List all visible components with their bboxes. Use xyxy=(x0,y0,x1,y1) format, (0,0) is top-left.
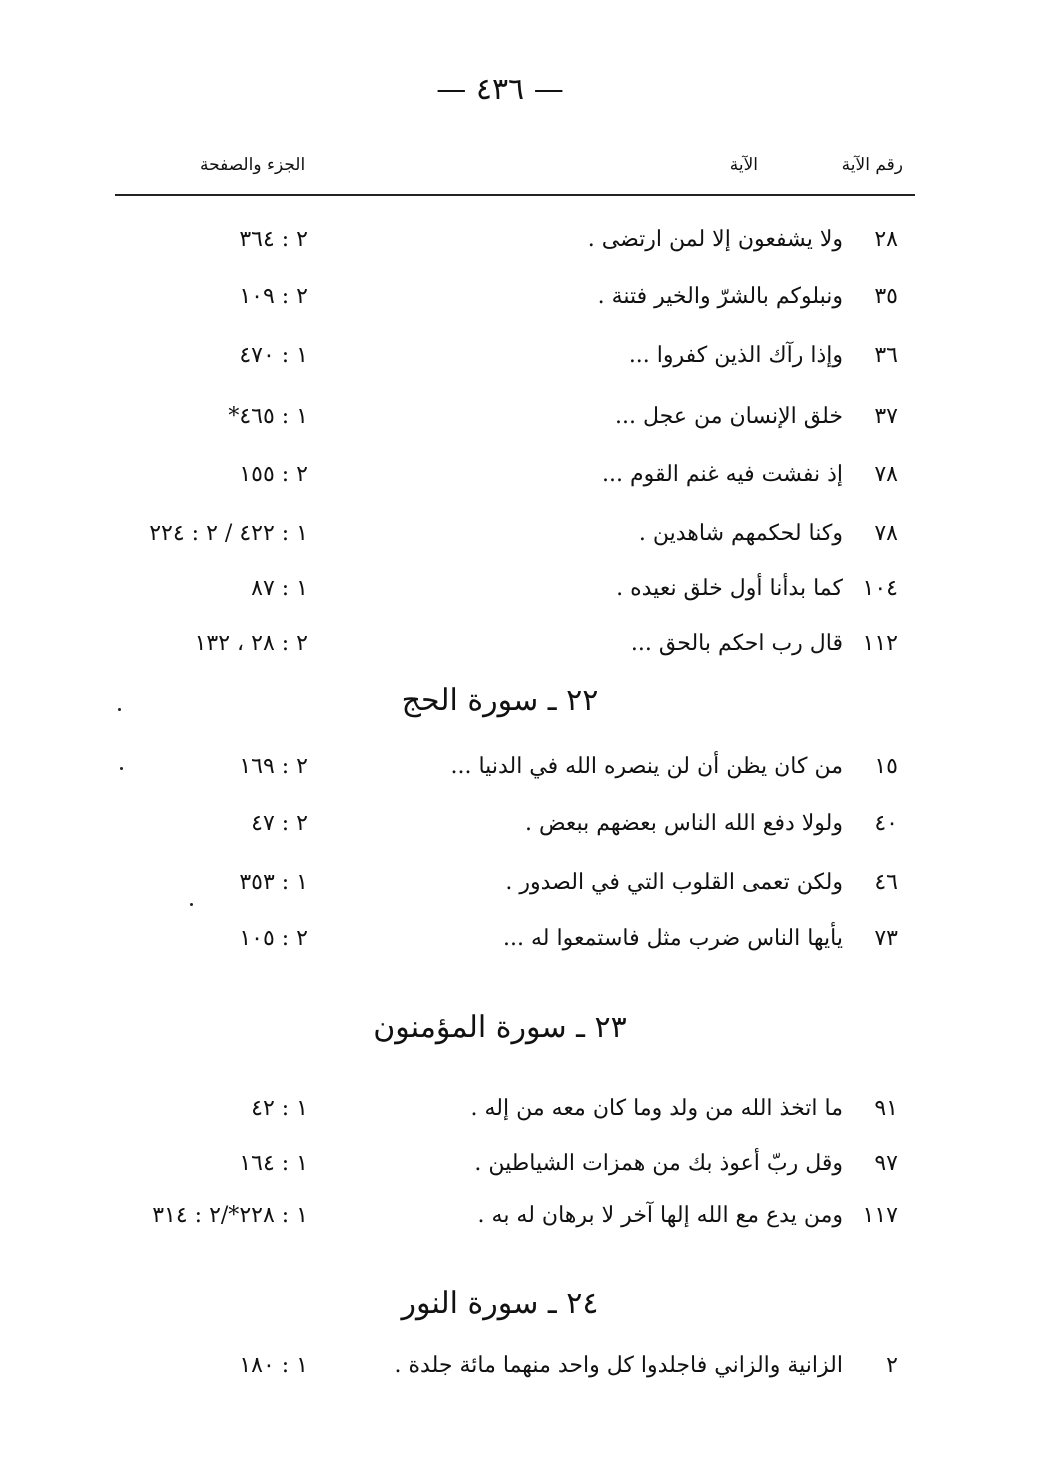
verse-text: وكنا لحكمهم شاهدين . xyxy=(638,521,843,546)
verse-text: وإذا رآك الذين كفروا ... xyxy=(628,343,843,368)
volume-page-reference: ١ : ٤٢ xyxy=(251,1096,308,1121)
volume-page-reference: ٢ : ٤٧ xyxy=(251,811,308,836)
verse-text: الزانية والزاني فاجلدوا كل واحد منهما مائة جلدة . xyxy=(394,1353,843,1378)
surah-heading: ٢٣ ـ سورة المؤمنون xyxy=(373,1010,627,1045)
index-row xyxy=(0,922,1058,962)
verse-text: ومن يدع مع الله إلها آخر لا برهان له به . xyxy=(477,1203,843,1228)
index-row xyxy=(0,280,1058,320)
column-header-verse: الآية xyxy=(729,155,758,175)
scan-speck xyxy=(118,708,121,711)
verse-text: قال رب احكم بالحق ... xyxy=(630,631,843,656)
volume-page-reference: ٢ : ١٠٩ xyxy=(239,284,308,309)
index-row xyxy=(0,400,1058,440)
verse-number: ٢٨ xyxy=(874,227,898,252)
volume-page-reference: ١ : ٢٢٨*/٢ : ٣١٤ xyxy=(152,1203,308,1228)
verse-number: ٣٧ xyxy=(874,404,898,429)
index-row xyxy=(0,627,1058,667)
verse-number: ٧٣ xyxy=(874,926,898,951)
verse-number: ٣٥ xyxy=(874,284,898,309)
volume-page-reference: ٢ : ٣٦٤ xyxy=(239,227,308,252)
index-row xyxy=(0,1147,1058,1187)
verse-text: ما اتخذ الله من ولد وما كان معه من إله . xyxy=(470,1096,843,1121)
verse-text: خلق الإنسان من عجل ... xyxy=(615,404,843,429)
index-row xyxy=(0,1349,1058,1389)
verse-text: ولا يشفعون إلا لمن ارتضى . xyxy=(587,227,843,252)
verse-number: ١٥ xyxy=(874,754,898,779)
verse-number: ٣٦ xyxy=(874,343,898,368)
verse-text: إذ نفشت فيه غنم القوم ... xyxy=(601,462,843,487)
index-row xyxy=(0,866,1058,906)
volume-page-reference: ١ : ٤٧٠ xyxy=(239,343,308,368)
page-number: — ٤٣٦ — xyxy=(436,72,564,107)
index-row xyxy=(0,572,1058,612)
surah-heading: ٢٤ ـ سورة النور xyxy=(401,1286,599,1321)
verse-text: كما بدأنا أول خلق نعيده . xyxy=(616,576,843,601)
index-row xyxy=(0,750,1058,790)
verse-text: يأيها الناس ضرب مثل فاستمعوا له ... xyxy=(503,926,843,951)
volume-page-reference: ١ : ٤٢٢ / ٢ : ٢٢٤ xyxy=(149,521,308,546)
verse-number: ٤٠ xyxy=(874,811,898,836)
index-row xyxy=(0,517,1058,557)
index-row xyxy=(0,807,1058,847)
verse-number: ١٠٤ xyxy=(862,576,898,601)
verse-number: ٩٧ xyxy=(874,1151,898,1176)
verse-number: ٧٨ xyxy=(874,521,898,546)
verse-number: ١١٧ xyxy=(862,1203,898,1228)
scan-speck xyxy=(190,903,193,906)
volume-page-reference: ١ : ٣٥٣ xyxy=(239,870,308,895)
volume-page-reference: ٢ : ١٥٥ xyxy=(239,462,308,487)
verse-text: وقل ربّ أعوذ بك من همزات الشياطين . xyxy=(474,1151,843,1176)
volume-page-reference: ١ : ١٨٠ xyxy=(239,1353,308,1378)
index-row xyxy=(0,339,1058,379)
volume-page-reference: ٢ : ١٦٩ xyxy=(239,754,308,779)
verse-number: ٧٨ xyxy=(874,462,898,487)
verse-text: ونبلوكم بالشرّ والخير فتنة . xyxy=(597,284,843,309)
scan-speck xyxy=(120,767,123,770)
volume-page-reference: ٢ : ٢٨ ، ١٣٢ xyxy=(194,631,308,656)
index-row xyxy=(0,1199,1058,1239)
header-divider xyxy=(115,194,915,196)
verse-number: ٩١ xyxy=(874,1096,898,1121)
index-row xyxy=(0,223,1058,263)
verse-text: ولولا دفع الله الناس بعضهم ببعض . xyxy=(524,811,843,836)
volume-page-reference: ١ : ١٦٤ xyxy=(239,1151,308,1176)
verse-number: ٢ xyxy=(886,1353,898,1378)
volume-page-reference: ١ : ٨٧ xyxy=(251,576,308,601)
verse-text: ولكن تعمى القلوب التي في الصدور . xyxy=(505,870,843,895)
index-row xyxy=(0,458,1058,498)
column-header-verse-number: رقم الآية xyxy=(841,155,903,175)
verse-number: ١١٢ xyxy=(862,631,898,656)
column-header-reference: الجزء والصفحة xyxy=(200,155,306,175)
surah-heading: ٢٢ ـ سورة الحج xyxy=(401,683,599,718)
index-row xyxy=(0,1092,1058,1132)
volume-page-reference: ١ : ٤٦٥* xyxy=(228,404,308,429)
verse-number: ٤٦ xyxy=(874,870,898,895)
volume-page-reference: ٢ : ١٠٥ xyxy=(239,926,308,951)
verse-text: من كان يظن أن لن ينصره الله في الدنيا ... xyxy=(450,754,843,779)
